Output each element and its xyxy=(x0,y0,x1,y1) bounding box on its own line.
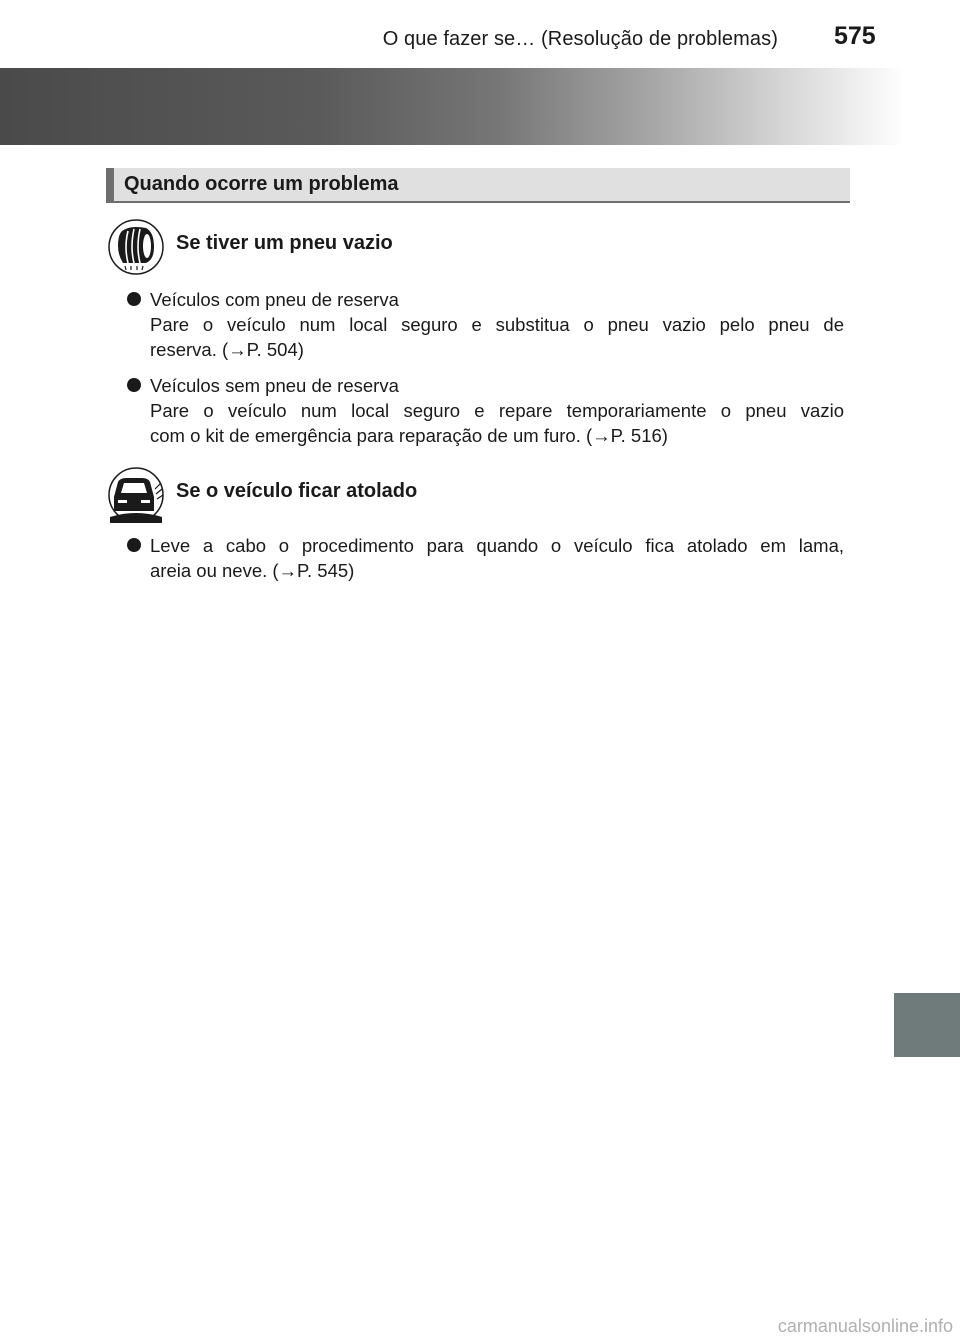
header-title: O que fazer se… (Resolução de problemas) xyxy=(382,28,778,50)
bullet xyxy=(127,378,141,392)
chapter-tab xyxy=(894,993,960,1057)
stuck-title: Se o veículo ficar atolado xyxy=(176,480,418,502)
page-number: 575 xyxy=(834,22,876,50)
section-bar xyxy=(106,168,850,203)
stuck-item xyxy=(150,533,844,583)
item-body: areia ou neve. (→P. 545) xyxy=(150,560,355,581)
item-body: com o kit de emergência para reparação de um furo. (→P. 516) xyxy=(150,425,668,446)
stuck-vehicle-icon xyxy=(108,467,164,523)
bullet xyxy=(127,538,141,552)
item-body: Pare o veículo num local seguro e repare temporariamente o pneu vazio xyxy=(150,400,844,421)
flat-tire-item-no-spare xyxy=(150,373,844,448)
item-body: reserva. (→P. 504) xyxy=(150,339,304,360)
bullet xyxy=(127,292,141,306)
item-heading: Veículos sem pneu de reserva xyxy=(150,375,399,396)
watermark: carmanualsonline.info xyxy=(777,1316,953,1336)
flat-tire-icon xyxy=(108,219,164,275)
item-body: Pare o veículo num local seguro e substitua o pneu vazio pelo pneu de xyxy=(150,314,844,335)
header-band xyxy=(0,68,905,145)
item-heading: Veículos com pneu de reserva xyxy=(150,289,399,310)
item-body: Leve a cabo o procedimento para quando o veículo fica atolado em lama, xyxy=(150,535,844,556)
section-title: Quando ocorre um problema xyxy=(124,173,399,195)
flat-tire-title: Se tiver um pneu vazio xyxy=(176,232,393,254)
flat-tire-item-spare xyxy=(150,287,844,362)
